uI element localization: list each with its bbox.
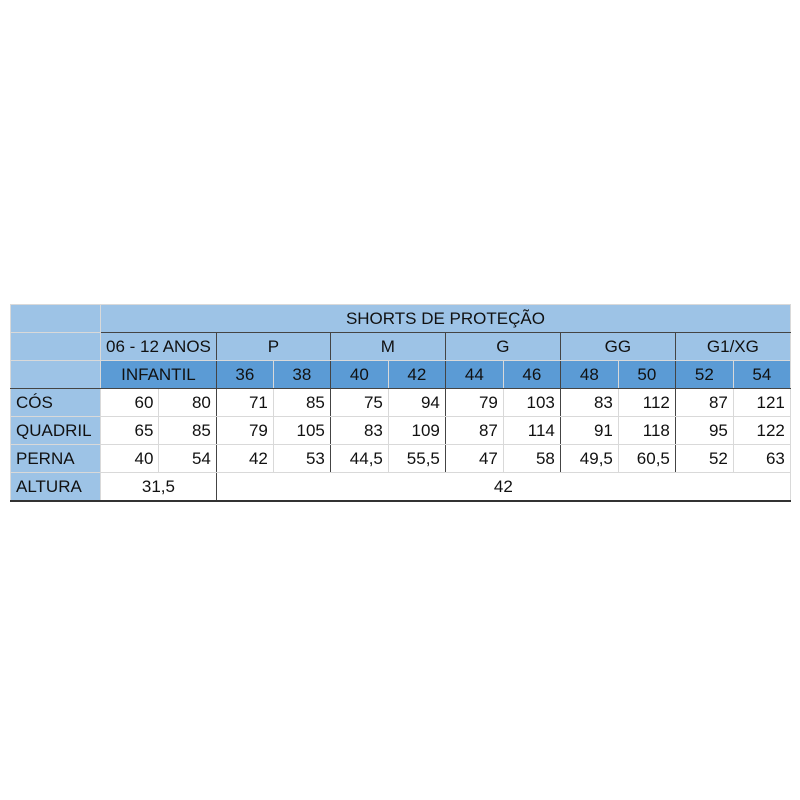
value-cell: 58 bbox=[503, 445, 560, 473]
value-cell: 114 bbox=[503, 417, 560, 445]
altura-infantil: 31,5 bbox=[101, 473, 217, 502]
size-group-g1xg: G1/XG bbox=[675, 333, 790, 361]
table-row bbox=[11, 445, 791, 473]
value-cell: 60,5 bbox=[618, 445, 675, 473]
size-num: 36 bbox=[216, 361, 273, 389]
value-cell: 109 bbox=[388, 417, 445, 445]
table-row bbox=[11, 417, 791, 445]
row-label-altura: ALTURA bbox=[11, 473, 101, 502]
size-num: 52 bbox=[675, 361, 733, 389]
table-title: SHORTS DE PROTEÇÃO bbox=[101, 305, 791, 333]
value-cell: 83 bbox=[560, 389, 618, 417]
value-cell: 55,5 bbox=[388, 445, 445, 473]
size-num: 38 bbox=[273, 361, 330, 389]
row-label: PERNA bbox=[11, 445, 101, 473]
table-row bbox=[11, 389, 791, 417]
value-cell: 103 bbox=[503, 389, 560, 417]
value-cell: 71 bbox=[216, 389, 273, 417]
value-cell: 121 bbox=[733, 389, 790, 417]
value-cell: 95 bbox=[675, 417, 733, 445]
corner-cell bbox=[11, 361, 101, 389]
size-group-p: P bbox=[216, 333, 330, 361]
value-cell: 87 bbox=[445, 417, 503, 445]
value-cell: 54 bbox=[159, 445, 216, 473]
value-cell: 83 bbox=[330, 417, 388, 445]
value-cell: 42 bbox=[216, 445, 273, 473]
value-cell: 40 bbox=[101, 445, 159, 473]
value-cell: 52 bbox=[675, 445, 733, 473]
value-cell: 87 bbox=[675, 389, 733, 417]
value-cell: 75 bbox=[330, 389, 388, 417]
row-label: CÓS bbox=[11, 389, 101, 417]
size-group-m: M bbox=[330, 333, 445, 361]
size-num: 48 bbox=[560, 361, 618, 389]
value-cell: 112 bbox=[618, 389, 675, 417]
size-num: 44 bbox=[445, 361, 503, 389]
table-row bbox=[11, 473, 791, 502]
value-cell: 91 bbox=[560, 417, 618, 445]
size-chart-table bbox=[10, 304, 791, 502]
size-sub-infantil: INFANTIL bbox=[101, 361, 217, 389]
value-cell: 79 bbox=[445, 389, 503, 417]
size-num: 54 bbox=[733, 361, 790, 389]
value-cell: 60 bbox=[101, 389, 159, 417]
size-num: 46 bbox=[503, 361, 560, 389]
value-cell: 49,5 bbox=[560, 445, 618, 473]
size-group-infantil: 06 - 12 ANOS bbox=[101, 333, 217, 361]
value-cell: 85 bbox=[159, 417, 216, 445]
altura-adult: 42 bbox=[216, 473, 790, 502]
size-group-gg: GG bbox=[560, 333, 675, 361]
value-cell: 65 bbox=[101, 417, 159, 445]
size-num: 40 bbox=[330, 361, 388, 389]
size-num: 42 bbox=[388, 361, 445, 389]
value-cell: 122 bbox=[733, 417, 790, 445]
value-cell: 94 bbox=[388, 389, 445, 417]
value-cell: 79 bbox=[216, 417, 273, 445]
value-cell: 44,5 bbox=[330, 445, 388, 473]
value-cell: 80 bbox=[159, 389, 216, 417]
value-cell: 118 bbox=[618, 417, 675, 445]
corner-cell bbox=[11, 333, 101, 361]
corner-cell bbox=[11, 305, 101, 333]
value-cell: 53 bbox=[273, 445, 330, 473]
value-cell: 63 bbox=[733, 445, 790, 473]
value-cell: 47 bbox=[445, 445, 503, 473]
size-group-g: G bbox=[445, 333, 560, 361]
value-cell: 105 bbox=[273, 417, 330, 445]
size-num: 50 bbox=[618, 361, 675, 389]
value-cell: 85 bbox=[273, 389, 330, 417]
row-label: QUADRIL bbox=[11, 417, 101, 445]
